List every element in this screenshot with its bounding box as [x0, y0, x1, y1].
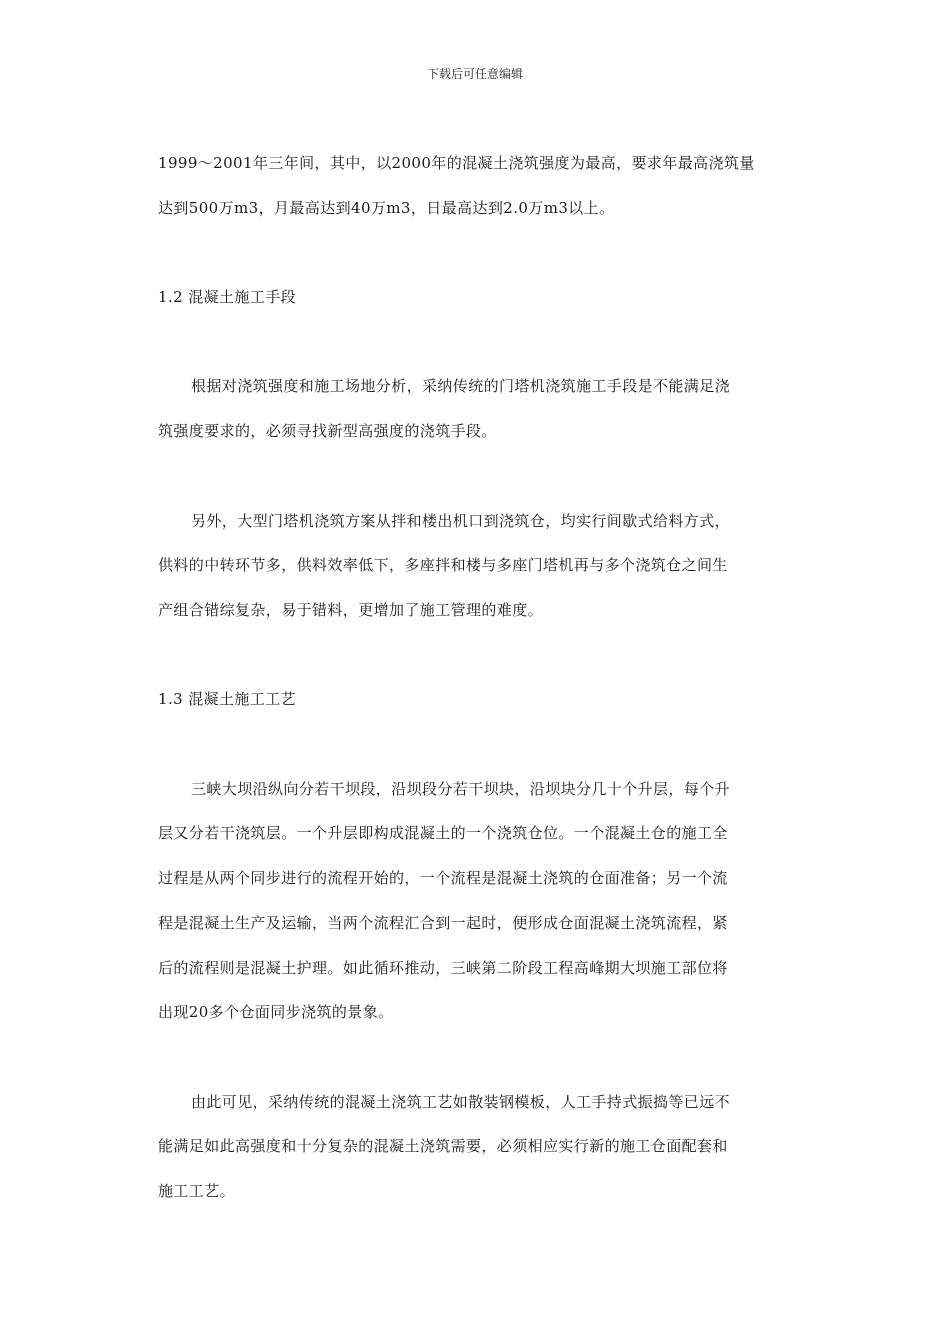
paragraph-4-line-6: 出现20多个仓面同步浇筑的景象。: [158, 1003, 394, 1021]
paragraph-5-line-1: 由此可见，采纳传统的混凝土浇筑工艺如散装钢模板，人工手持式振捣等已远不: [191, 1093, 731, 1111]
paragraph-1-line-2: 达到500万m3，月最高达到40万m3，日最高达到2.0万m3以上。: [158, 199, 615, 217]
paragraph-4-line-4: 程是混凝土生产及运输，当两个流程汇合到一起时，便形成仓面混凝土浇筑流程，紧: [158, 914, 728, 932]
paragraph-2-line-2: 筑强度要求的，必须寻找新型高强度的浇筑手段。: [158, 422, 497, 440]
paragraph-4-line-1: 三峡大坝沿纵向分若干坝段，沿坝段分若干坝块，沿坝块分几十个升层，每个升: [191, 780, 731, 798]
paragraph-4-line-5: 后的流程则是混凝土护理。如此循环推动，三峡第二阶段工程高峰期大坝施工部位将: [158, 959, 728, 977]
section-heading-1-3: 1.3 混凝土施工工艺: [158, 690, 297, 708]
paragraph-3-line-3: 产组合错综复杂，易于错料，更增加了施工管理的难度。: [158, 601, 544, 619]
paragraph-3-line-1: 另外，大型门塔机浇筑方案从拌和楼出机口到浇筑仓，均实行间歇式给料方式，: [191, 512, 731, 530]
paragraph-2-line-1: 根据对浇筑强度和施工场地分析，采纳传统的门塔机浇筑施工手段是不能满足浇: [191, 377, 731, 395]
paragraph-4-line-3: 过程是从两个同步进行的流程开始的，一个流程是混凝土浇筑的仓面准备；另一个流: [158, 869, 728, 887]
section-heading-1-2: 1.2 混凝土施工手段: [158, 288, 297, 306]
paragraph-1-line-1: 1999～2001年三年间，其中，以2000年的混凝土浇筑强度为最高，要求年最高浇筑量: [158, 154, 755, 172]
page-header: 下载后可任意编辑: [426, 67, 523, 81]
paragraph-5-line-2: 能满足如此高强度和十分复杂的混凝土浇筑需要，必须相应实行新的施工仓面配套和: [158, 1137, 728, 1155]
paragraph-5-line-3: 施工工艺。: [158, 1182, 236, 1200]
paragraph-4-line-2: 层又分若干浇筑层。一个升层即构成混凝土的一个浇筑仓位。一个混凝土仓的施工全: [158, 824, 728, 842]
paragraph-3-line-2: 供料的中转环节多，供料效率低下，多座拌和楼与多座门塔机再与多个浇筑仓之间生: [158, 556, 728, 574]
